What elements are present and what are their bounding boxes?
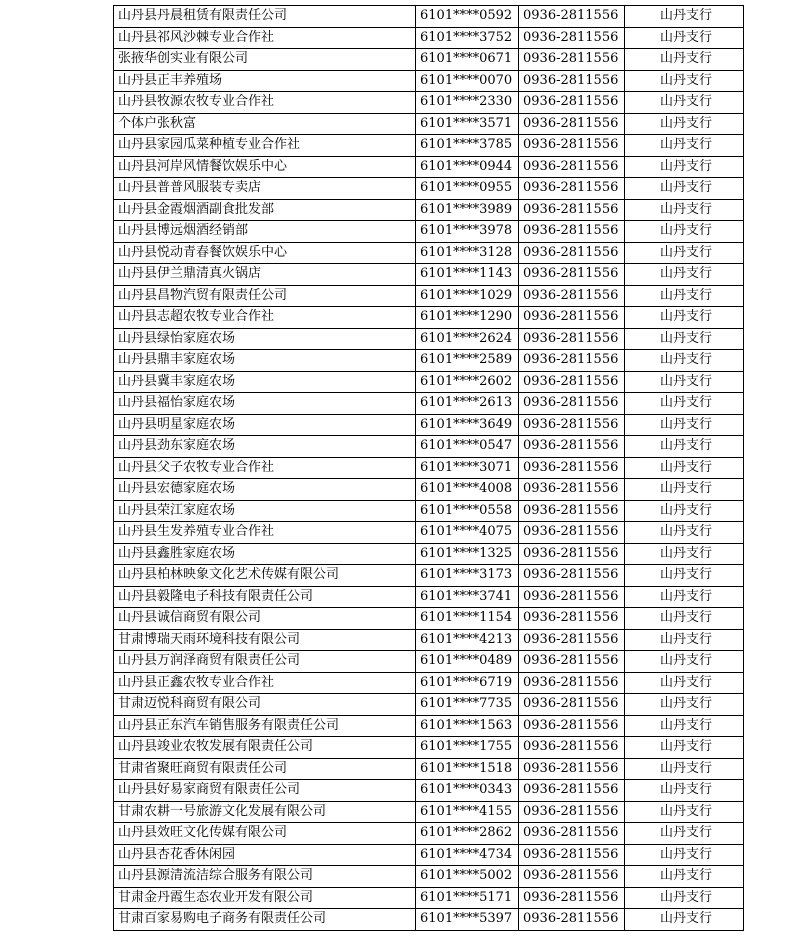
account-id-cell: 6101****0671: [416, 49, 519, 71]
table-row: [114, 522, 744, 544]
account-id-cell: 6101****1755: [416, 737, 519, 759]
account-id-cell: 6101****6719: [416, 672, 519, 694]
branch-cell: 山丹支行: [625, 909, 744, 931]
company-name-cell: 山丹县明星家庭农场: [114, 414, 416, 436]
phone-cell: 0936-2811556: [519, 350, 625, 372]
account-id-cell: 6101****1154: [416, 608, 519, 630]
branch-cell: 山丹支行: [625, 780, 744, 802]
branch-cell: 山丹支行: [625, 242, 744, 264]
company-name-cell: 山丹县父子农牧专业合作社: [114, 457, 416, 479]
branch-cell: 山丹支行: [625, 522, 744, 544]
branch-cell: 山丹支行: [625, 371, 744, 393]
branch-cell: 山丹支行: [625, 285, 744, 307]
branch-cell: 山丹支行: [625, 156, 744, 178]
company-name-cell: 山丹县毅隆电子科技有限责任公司: [114, 586, 416, 608]
phone-cell: 0936-2811556: [519, 500, 625, 522]
table-row: [114, 672, 744, 694]
branch-cell: 山丹支行: [625, 350, 744, 372]
table-row: [114, 823, 744, 845]
company-name-cell: 山丹县劲东家庭农场: [114, 436, 416, 458]
table-row: [114, 6, 744, 28]
branch-cell: 山丹支行: [625, 414, 744, 436]
company-name-cell: 山丹县源清流洁综合服务有限公司: [114, 866, 416, 888]
company-name-cell: 山丹县金霞烟酒副食批发部: [114, 199, 416, 221]
phone-cell: 0936-2811556: [519, 156, 625, 178]
branch-cell: 山丹支行: [625, 113, 744, 135]
records-table-body: [114, 6, 744, 931]
branch-cell: 山丹支行: [625, 866, 744, 888]
account-id-cell: 6101****7735: [416, 694, 519, 716]
phone-cell: 0936-2811556: [519, 694, 625, 716]
branch-cell: 山丹支行: [625, 629, 744, 651]
phone-cell: 0936-2811556: [519, 823, 625, 845]
account-id-cell: 6101****4734: [416, 844, 519, 866]
phone-cell: 0936-2811556: [519, 285, 625, 307]
account-id-cell: 6101****2624: [416, 328, 519, 350]
company-name-cell: 甘肃金丹霞生态农业开发有限公司: [114, 887, 416, 909]
account-id-cell: 6101****3173: [416, 565, 519, 587]
account-id-cell: 6101****2330: [416, 92, 519, 114]
phone-cell: 0936-2811556: [519, 27, 625, 49]
phone-cell: 0936-2811556: [519, 887, 625, 909]
account-id-cell: 6101****0343: [416, 780, 519, 802]
table-row: [114, 543, 744, 565]
phone-cell: 0936-2811556: [519, 49, 625, 71]
phone-cell: 0936-2811556: [519, 221, 625, 243]
account-id-cell: 6101****4075: [416, 522, 519, 544]
table-row: [114, 393, 744, 415]
branch-cell: 山丹支行: [625, 823, 744, 845]
phone-cell: 0936-2811556: [519, 651, 625, 673]
table-row: [114, 350, 744, 372]
phone-cell: 0936-2811556: [519, 801, 625, 823]
account-id-cell: 6101****4213: [416, 629, 519, 651]
table-row: [114, 565, 744, 587]
phone-cell: 0936-2811556: [519, 393, 625, 415]
table-row: [114, 844, 744, 866]
account-id-cell: 6101****3989: [416, 199, 519, 221]
phone-cell: 0936-2811556: [519, 565, 625, 587]
company-name-cell: 山丹县鑫胜家庭农场: [114, 543, 416, 565]
company-name-cell: 山丹县牧源农牧专业合作社: [114, 92, 416, 114]
table-row: [114, 457, 744, 479]
phone-cell: 0936-2811556: [519, 178, 625, 200]
company-name-cell: 山丹县志超农牧专业合作社: [114, 307, 416, 329]
table-row: [114, 694, 744, 716]
company-name-cell: 山丹县竣业农牧发展有限责任公司: [114, 737, 416, 759]
account-id-cell: 6101****4008: [416, 479, 519, 501]
company-name-cell: 山丹县河岸风情餐饮娱乐中心: [114, 156, 416, 178]
phone-cell: 0936-2811556: [519, 672, 625, 694]
table-row: [114, 307, 744, 329]
phone-cell: 0936-2811556: [519, 113, 625, 135]
company-name-cell: 山丹县悦动青春餐饮娱乐中心: [114, 242, 416, 264]
phone-cell: 0936-2811556: [519, 436, 625, 458]
account-id-cell: 6101****1290: [416, 307, 519, 329]
table-row: [114, 758, 744, 780]
company-name-cell: 甘肃农耕一号旅游文化发展有限公司: [114, 801, 416, 823]
account-id-cell: 6101****2613: [416, 393, 519, 415]
company-name-cell: 山丹县家园瓜菜种植专业合作社: [114, 135, 416, 157]
branch-cell: 山丹支行: [625, 608, 744, 630]
table-row: [114, 436, 744, 458]
table-row: [114, 608, 744, 630]
company-name-cell: 山丹县绿怡家庭农场: [114, 328, 416, 350]
branch-cell: 山丹支行: [625, 844, 744, 866]
account-id-cell: 6101****3741: [416, 586, 519, 608]
account-id-cell: 6101****1563: [416, 715, 519, 737]
company-name-cell: 山丹县博远烟酒经销部: [114, 221, 416, 243]
branch-cell: 山丹支行: [625, 801, 744, 823]
company-name-cell: 山丹县福怡家庭农场: [114, 393, 416, 415]
branch-cell: 山丹支行: [625, 393, 744, 415]
table-row: [114, 780, 744, 802]
branch-cell: 山丹支行: [625, 586, 744, 608]
company-name-cell: 甘肃迈悦科商贸有限公司: [114, 694, 416, 716]
branch-cell: 山丹支行: [625, 264, 744, 286]
account-id-cell: 6101****0592: [416, 6, 519, 28]
records-table: [113, 5, 744, 931]
phone-cell: 0936-2811556: [519, 92, 625, 114]
account-id-cell: 6101****5397: [416, 909, 519, 931]
table-row: [114, 414, 744, 436]
company-name-cell: 山丹县杏花香休闲园: [114, 844, 416, 866]
phone-cell: 0936-2811556: [519, 629, 625, 651]
branch-cell: 山丹支行: [625, 565, 744, 587]
branch-cell: 山丹支行: [625, 6, 744, 28]
account-id-cell: 6101****0558: [416, 500, 519, 522]
table-row: [114, 156, 744, 178]
company-name-cell: 山丹县普普风服装专卖店: [114, 178, 416, 200]
phone-cell: 0936-2811556: [519, 70, 625, 92]
account-id-cell: 6101****5002: [416, 866, 519, 888]
phone-cell: 0936-2811556: [519, 199, 625, 221]
phone-cell: 0936-2811556: [519, 715, 625, 737]
branch-cell: 山丹支行: [625, 92, 744, 114]
table-row: [114, 199, 744, 221]
company-name-cell: 山丹县万润泽商贸有限责任公司: [114, 651, 416, 673]
company-name-cell: 山丹县伊兰鼎清真火锅店: [114, 264, 416, 286]
account-id-cell: 6101****0070: [416, 70, 519, 92]
company-name-cell: 甘肃省聚旺商贸有限责任公司: [114, 758, 416, 780]
company-name-cell: 山丹县冀丰家庭农场: [114, 371, 416, 393]
branch-cell: 山丹支行: [625, 199, 744, 221]
table-row: [114, 651, 744, 673]
account-id-cell: 6101****0944: [416, 156, 519, 178]
table-row: [114, 801, 744, 823]
company-name-cell: 山丹县荣江家庭农场: [114, 500, 416, 522]
company-name-cell: 山丹县效旺文化传媒有限公司: [114, 823, 416, 845]
table-row: [114, 92, 744, 114]
table-row: [114, 629, 744, 651]
table-row: [114, 285, 744, 307]
table-row: [114, 70, 744, 92]
account-id-cell: 6101****1325: [416, 543, 519, 565]
company-name-cell: 山丹县昌物汽贸有限责任公司: [114, 285, 416, 307]
table-row: [114, 49, 744, 71]
company-name-cell: 山丹县丹晨租赁有限责任公司: [114, 6, 416, 28]
phone-cell: 0936-2811556: [519, 414, 625, 436]
account-id-cell: 6101****4155: [416, 801, 519, 823]
branch-cell: 山丹支行: [625, 758, 744, 780]
table-row: [114, 328, 744, 350]
phone-cell: 0936-2811556: [519, 479, 625, 501]
phone-cell: 0936-2811556: [519, 780, 625, 802]
company-name-cell: 山丹县生发养殖专业合作社: [114, 522, 416, 544]
table-row: [114, 479, 744, 501]
table-row: [114, 500, 744, 522]
company-name-cell: 山丹县正丰养殖场: [114, 70, 416, 92]
phone-cell: 0936-2811556: [519, 586, 625, 608]
account-id-cell: 6101****3978: [416, 221, 519, 243]
phone-cell: 0936-2811556: [519, 909, 625, 931]
branch-cell: 山丹支行: [625, 651, 744, 673]
phone-cell: 0936-2811556: [519, 844, 625, 866]
account-id-cell: 6101****3785: [416, 135, 519, 157]
company-name-cell: 甘肃博瑞天雨环境科技有限公司: [114, 629, 416, 651]
table-row: [114, 221, 744, 243]
branch-cell: 山丹支行: [625, 500, 744, 522]
phone-cell: 0936-2811556: [519, 328, 625, 350]
phone-cell: 0936-2811556: [519, 242, 625, 264]
table-row: [114, 909, 744, 931]
account-id-cell: 6101****2602: [416, 371, 519, 393]
table-row: [114, 586, 744, 608]
account-id-cell: 6101****0489: [416, 651, 519, 673]
phone-cell: 0936-2811556: [519, 543, 625, 565]
branch-cell: 山丹支行: [625, 457, 744, 479]
account-id-cell: 6101****1518: [416, 758, 519, 780]
table-row: [114, 135, 744, 157]
table-row: [114, 887, 744, 909]
table-row: [114, 737, 744, 759]
branch-cell: 山丹支行: [625, 27, 744, 49]
account-id-cell: 6101****0547: [416, 436, 519, 458]
table-row: [114, 715, 744, 737]
branch-cell: 山丹支行: [625, 70, 744, 92]
company-name-cell: 个体户张秋富: [114, 113, 416, 135]
company-name-cell: 张掖华创实业有限公司: [114, 49, 416, 71]
company-name-cell: 甘肃百家易购电子商务有限责任公司: [114, 909, 416, 931]
phone-cell: 0936-2811556: [519, 866, 625, 888]
phone-cell: 0936-2811556: [519, 608, 625, 630]
table-row: [114, 866, 744, 888]
account-id-cell: 6101****3071: [416, 457, 519, 479]
table-row: [114, 371, 744, 393]
account-id-cell: 6101****1143: [416, 264, 519, 286]
branch-cell: 山丹支行: [625, 328, 744, 350]
branch-cell: 山丹支行: [625, 479, 744, 501]
account-id-cell: 6101****2862: [416, 823, 519, 845]
account-id-cell: 6101****1029: [416, 285, 519, 307]
branch-cell: 山丹支行: [625, 49, 744, 71]
company-name-cell: 山丹县祁风沙棘专业合作社: [114, 27, 416, 49]
phone-cell: 0936-2811556: [519, 522, 625, 544]
branch-cell: 山丹支行: [625, 178, 744, 200]
account-id-cell: 6101****3752: [416, 27, 519, 49]
table-row: [114, 264, 744, 286]
account-id-cell: 6101****5171: [416, 887, 519, 909]
account-id-cell: 6101****3128: [416, 242, 519, 264]
phone-cell: 0936-2811556: [519, 457, 625, 479]
account-id-cell: 6101****3649: [416, 414, 519, 436]
account-id-cell: 6101****3571: [416, 113, 519, 135]
branch-cell: 山丹支行: [625, 543, 744, 565]
company-name-cell: 山丹县鼎丰家庭农场: [114, 350, 416, 372]
branch-cell: 山丹支行: [625, 672, 744, 694]
phone-cell: 0936-2811556: [519, 758, 625, 780]
table-row: [114, 113, 744, 135]
branch-cell: 山丹支行: [625, 737, 744, 759]
phone-cell: 0936-2811556: [519, 264, 625, 286]
branch-cell: 山丹支行: [625, 694, 744, 716]
branch-cell: 山丹支行: [625, 715, 744, 737]
company-name-cell: 山丹县正鑫农牧专业合作社: [114, 672, 416, 694]
company-name-cell: 山丹县诚信商贸有限公司: [114, 608, 416, 630]
branch-cell: 山丹支行: [625, 221, 744, 243]
company-name-cell: 山丹县宏德家庭农场: [114, 479, 416, 501]
branch-cell: 山丹支行: [625, 887, 744, 909]
table-row: [114, 27, 744, 49]
table-row: [114, 242, 744, 264]
company-name-cell: 山丹县正东汽车销售服务有限责任公司: [114, 715, 416, 737]
account-id-cell: 6101****2589: [416, 350, 519, 372]
branch-cell: 山丹支行: [625, 307, 744, 329]
phone-cell: 0936-2811556: [519, 737, 625, 759]
branch-cell: 山丹支行: [625, 135, 744, 157]
table-row: [114, 178, 744, 200]
phone-cell: 0936-2811556: [519, 371, 625, 393]
phone-cell: 0936-2811556: [519, 307, 625, 329]
account-id-cell: 6101****0955: [416, 178, 519, 200]
company-name-cell: 山丹县好易家商贸有限责任公司: [114, 780, 416, 802]
company-name-cell: 山丹县柏林映象文化艺术传媒有限公司: [114, 565, 416, 587]
branch-cell: 山丹支行: [625, 436, 744, 458]
phone-cell: 0936-2811556: [519, 6, 625, 28]
phone-cell: 0936-2811556: [519, 135, 625, 157]
